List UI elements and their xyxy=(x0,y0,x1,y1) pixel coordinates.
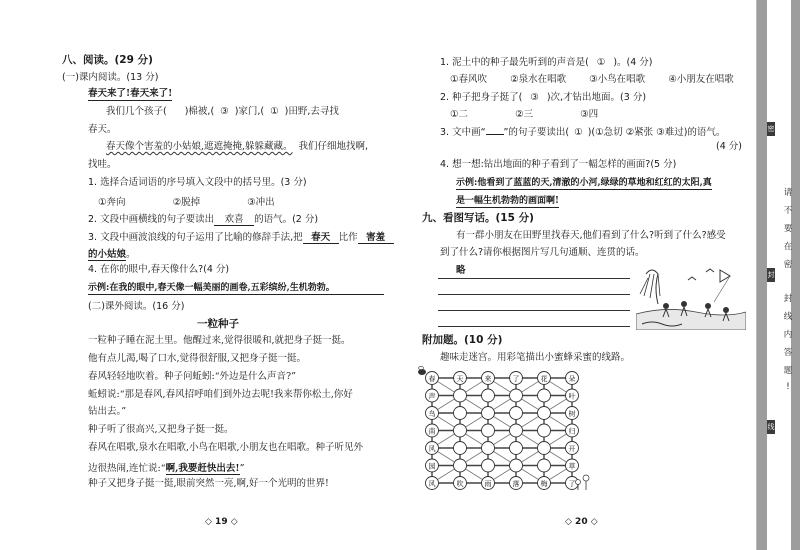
option: ③冲出 xyxy=(247,197,275,208)
passage-line-2: 我们几个孩子( )棉被,( ③ )家门,( ① )田野,去寻找 xyxy=(106,106,339,117)
bee-icon xyxy=(418,366,426,375)
seal-note-char: 密 xyxy=(783,260,793,270)
maze-node-label: 园 xyxy=(428,462,436,471)
maze-node-label: 叶 xyxy=(568,392,576,401)
maze-node xyxy=(510,389,523,402)
seal-note-char: 内 xyxy=(783,330,793,340)
question-3-line-2: 的小姑娘。 xyxy=(88,249,136,260)
option: ③小鸟在唱歌 xyxy=(589,74,646,85)
maze-node-label: 草 xyxy=(568,462,576,471)
maze-node-label: 风 xyxy=(428,445,436,453)
maze-node xyxy=(454,389,467,402)
r-question-1-options xyxy=(450,71,734,85)
seal-note-char: ! xyxy=(786,382,790,392)
flower-icon xyxy=(576,475,590,490)
story-line: 蚯蚓说:“那是春风,春风招呼咱们到外边去呢!我来帮你松土,你好 xyxy=(88,389,353,400)
option: ②脱掉 xyxy=(172,197,201,208)
maze-node xyxy=(538,424,551,437)
maze-node-label: 天 xyxy=(456,375,464,383)
option: ②三 xyxy=(515,109,534,120)
option: ①春风吹 xyxy=(450,74,488,85)
part2-title: (二)课外阅读。(16 分) xyxy=(88,301,185,312)
maze-node-label: 开 xyxy=(568,445,576,453)
maze-node xyxy=(510,459,523,472)
maze-node xyxy=(482,424,495,437)
seal-note-char: 请 xyxy=(783,188,793,198)
maze-node-label: 梅 xyxy=(540,480,548,488)
section-8-title: 八、阅读。(29 分) xyxy=(62,54,153,66)
maze-node-label: 了 xyxy=(512,375,520,383)
maze-node xyxy=(538,389,551,402)
story-line: 春风轻轻地吹着。种子问蚯蚓:“外边是什么声音?” xyxy=(88,371,297,382)
maze-node xyxy=(538,442,551,455)
maze-node-label: 落 xyxy=(512,480,520,488)
section-9-title: 九、看图写话。(15 分) xyxy=(422,212,534,224)
section-9-prompt-1: 有一群小朋友在田野里找春天,他们看到了什么?听到了什么?感受 xyxy=(456,230,726,241)
passage-line-4: 春天像个害羞的小姑娘,遮遮掩掩,躲躲藏藏。 我们仔细地找啊, xyxy=(106,141,369,152)
maze-node-label: 树 xyxy=(568,410,576,418)
question-1-options xyxy=(98,194,275,208)
seal-note-char: 不 xyxy=(783,206,793,216)
seal-line-margin xyxy=(756,0,800,550)
maze-node xyxy=(482,407,495,420)
maze-node xyxy=(482,442,495,455)
seal-line-strip xyxy=(767,0,791,550)
maze-node xyxy=(482,389,495,402)
page-number-right: ◇ 20 ◇ xyxy=(565,517,598,527)
maze-node xyxy=(538,459,551,472)
passage-line-5: 找哇。 xyxy=(88,159,117,170)
story-line-quote: 边很热闹,连忙说:“啊,我要赶快出去!” xyxy=(88,463,245,474)
maze-node-label: 来 xyxy=(484,375,492,383)
option: ①二 xyxy=(450,109,469,120)
writing-line xyxy=(438,326,630,327)
maze-puzzle xyxy=(418,366,594,492)
maze-node xyxy=(454,424,467,437)
option: ②泉水在唱歌 xyxy=(510,74,567,85)
seal-note-char: 题 xyxy=(783,366,793,376)
story-line: 他有点儿渴,喝了口水,觉得很舒服,又把身子挺一挺。 xyxy=(88,353,307,364)
writing-start: 略 xyxy=(456,265,466,276)
maze-node xyxy=(510,424,523,437)
story-line: 一粒种子睡在泥土里。他醒过来,觉得很暖和,就把身子挺一挺。 xyxy=(88,335,351,346)
maze-node-label: 鸟 xyxy=(428,410,436,418)
writing-line xyxy=(438,294,630,295)
r-question-4: 4. 想一想:钻出地面的种子看到了一幅怎样的画面?(5 分) xyxy=(440,159,677,170)
passage-line-3: 春天。 xyxy=(88,124,117,135)
r-question-2-options xyxy=(450,106,598,120)
seal-note-char: 在 xyxy=(783,242,793,252)
passage-line-1: 春天来了!春天来了! xyxy=(88,88,173,99)
story-line: 春风在唱歌,泉水在唱歌,小鸟在唱歌,小朋友也在唱歌。种子听见外 xyxy=(88,442,364,453)
story-line: 钻出去。” xyxy=(88,406,127,417)
seal-note-char: 线 xyxy=(783,312,793,322)
maze-node-label: 吹 xyxy=(456,480,464,488)
seal-box: 密 xyxy=(767,122,775,136)
story-title: 一粒种子 xyxy=(197,318,239,330)
seal-box: 线 xyxy=(767,420,775,434)
maze-node xyxy=(538,407,551,420)
maze-node-label: 雨 xyxy=(484,480,492,488)
option: ④小朋友在唱歌 xyxy=(668,74,734,85)
maze-node-label: 声 xyxy=(428,392,436,401)
maze-node-label: 归 xyxy=(568,427,576,436)
maze-node-label: 春 xyxy=(428,375,436,383)
maze-node xyxy=(454,442,467,455)
r-question-3: 3. 文中画“ ”的句子要读出( ① )(①急切 ②紧张 ③难过)的语气。 xyxy=(440,127,726,138)
option: ①奔向 xyxy=(98,197,126,208)
maze-node xyxy=(510,442,523,455)
maze-node xyxy=(482,459,495,472)
seal-note-char: 答 xyxy=(783,348,793,358)
r-question-3-score: (4 分) xyxy=(716,141,742,152)
question-2: 2. 文段中画横线的句子要读出 欢喜 的语气。(2 分) xyxy=(88,211,318,226)
maze-node xyxy=(510,407,523,420)
maze-node-label: 南 xyxy=(428,427,436,436)
story-line: 种子听了很高兴,又把身子挺一挺。 xyxy=(88,424,234,435)
maze-node-label: 风 xyxy=(428,480,436,488)
part1-title: (一)课内阅读。(13 分) xyxy=(62,72,159,83)
bonus-title: 附加题。(10 分) xyxy=(422,334,503,346)
maze-node xyxy=(454,459,467,472)
question-3: 3. 文段中画波浪线的句子运用了比喻的修辞手法,把 春天 比作 害羞 xyxy=(88,229,394,244)
page-number-left: ◇ 19 ◇ xyxy=(205,517,238,527)
seal-box: 封 xyxy=(767,268,775,282)
bonus-text: 趣味走迷宫。用彩笔描出小蜜蜂采蜜的线路。 xyxy=(440,352,631,363)
r-question-4-answer-line-2: 是一幅生机勃勃的画面啊! xyxy=(456,196,559,206)
seal-note-char: 要 xyxy=(783,224,793,234)
writing-line xyxy=(438,310,630,311)
maze-node-label: 了 xyxy=(568,480,576,488)
question-4: 4. 在你的眼中,春天像什么?(4 分) xyxy=(88,264,230,275)
writing-line xyxy=(438,278,630,279)
maze-node-label: 朵 xyxy=(568,375,576,383)
section-9-prompt-2: 到了什么?请你根据图片写几句通顺、连贯的话。 xyxy=(440,247,645,258)
story-line: 种子又把身子挺一挺,眼前突然一亮,啊,好一个光明的世界! xyxy=(88,478,329,489)
question-1: 1. 选择合适词语的序号填入文段中的括号里。(3 分) xyxy=(88,177,307,188)
r-question-1: 1. 泥土中的种子最先听到的声音是( ① )。(4 分) xyxy=(440,57,653,68)
spring-field-illustration xyxy=(636,266,746,330)
r-question-2: 2. 种子把身子挺了( ③ )次,才钻出地面。(3 分) xyxy=(440,92,647,103)
maze-node xyxy=(454,407,467,420)
r-question-4-answer-line-1: 示例:他看到了蓝蓝的天,清澈的小河,绿绿的草地和红红的太阳,真 xyxy=(456,178,712,188)
maze-node-label: 花 xyxy=(540,375,548,383)
seal-note-char: 封 xyxy=(783,294,793,304)
question-4-answer: 示例:在我的眼中,春天像一幅美丽的画卷,五彩缤纷,生机勃勃。 xyxy=(88,282,384,295)
option: ③四 xyxy=(580,109,599,120)
